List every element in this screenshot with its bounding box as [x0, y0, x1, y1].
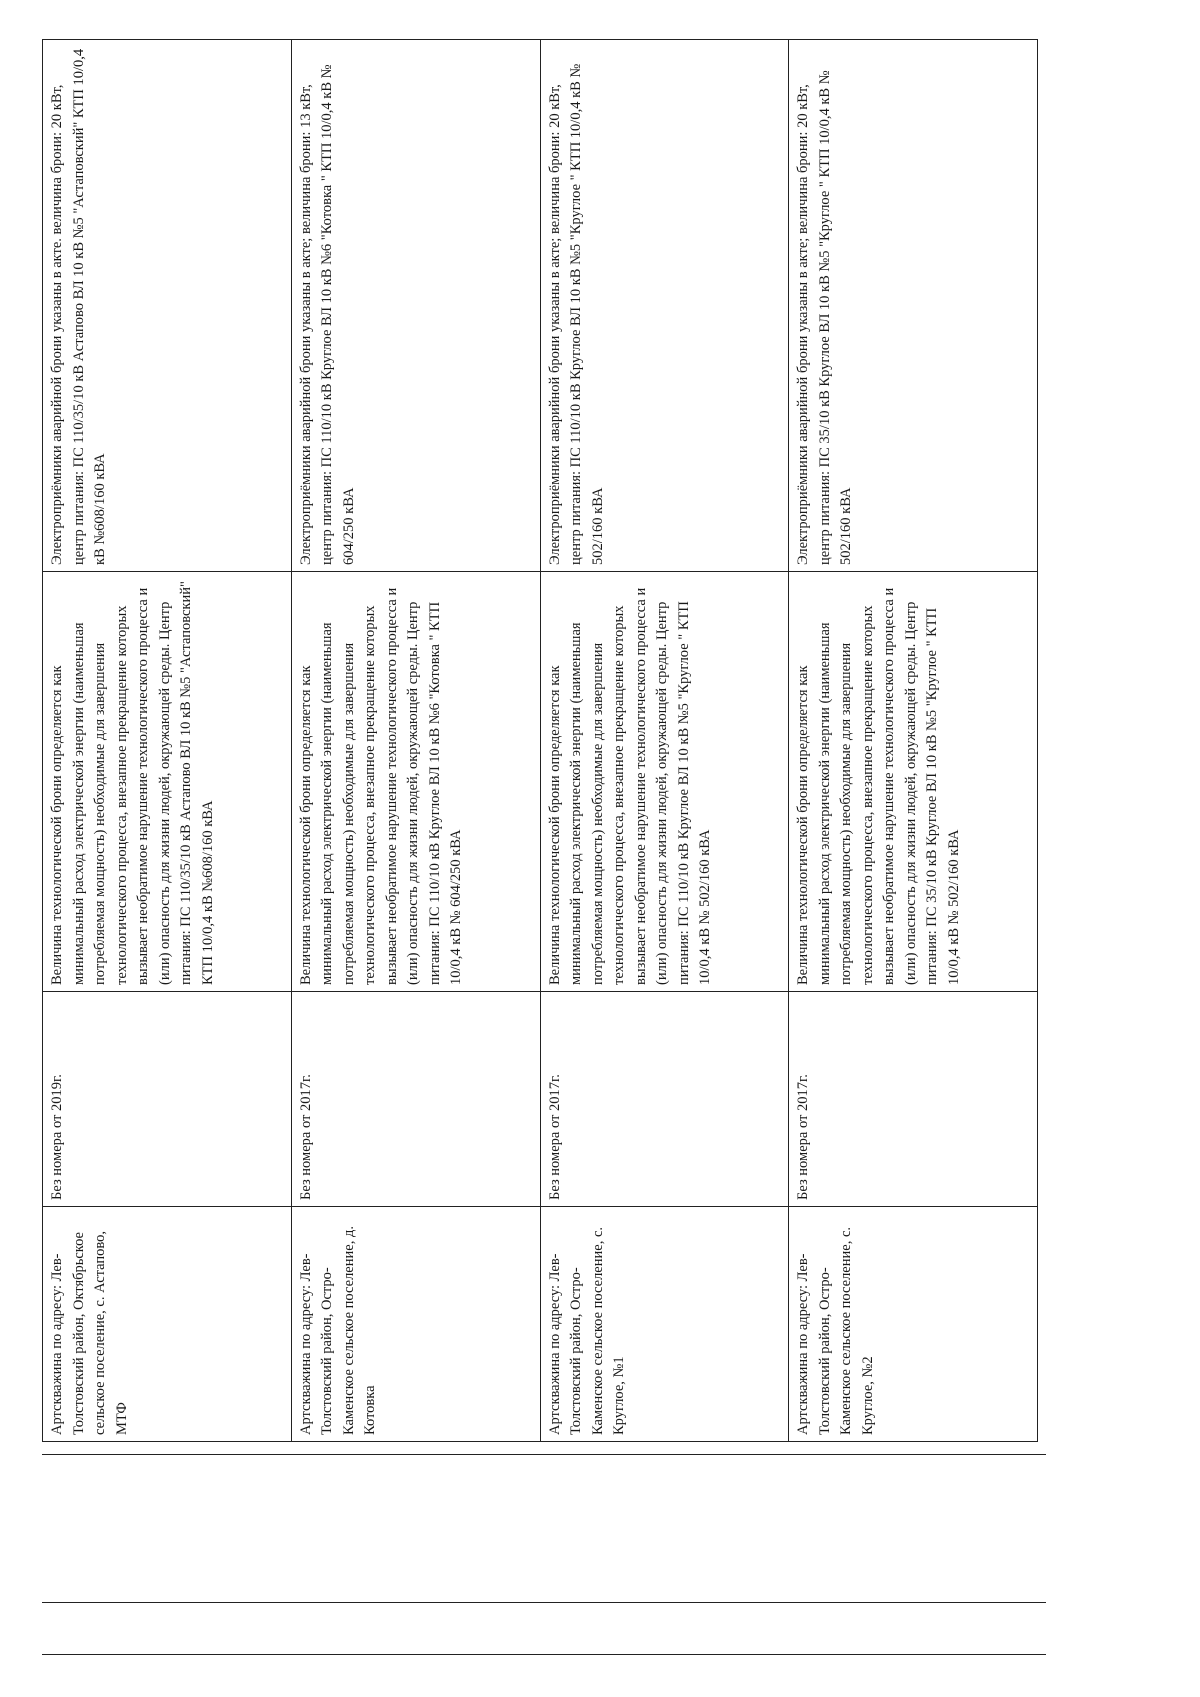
- form-rule-line: [42, 1602, 1046, 1603]
- cell-act: Без номера от 2017г.: [789, 992, 1038, 1207]
- cell-object: Артскважина по адресу: Лев-Толстовский район, Остро-Каменское сельское поселение, с. Круглое, №2: [789, 1207, 1038, 1442]
- cell-emergency-reserve: Электроприёмники аварийной брони указаны в акте; величина брони: 20 кВт, центр питания: ПС 110/10 кВ Круглое ВЛ 10 кВ №5 "Круглое " КТП 10/0,4 кВ № 502/160 кВА: [540, 40, 789, 572]
- cell-object: Артскважина по адресу: Лев-Толстовский район, Остро-Каменское сельское поселение, д. Котовка: [291, 1207, 540, 1442]
- form-rule-line: [42, 1454, 1046, 1455]
- cell-act: Без номера от 2017г.: [540, 992, 789, 1207]
- rotated-table-container: [42, 40, 1038, 1442]
- cell-emergency-reserve: Электроприёмники аварийной брони указаны в акте; величина брони: 13 кВт, центр питания: ПС 110/10 кВ Круглое ВЛ 10 кВ №6 "Котовка " КТП 10/0,4 кВ № 604/250 кВА: [291, 40, 540, 572]
- cell-tech-reserve: Величина технологической брони определяется как минимальный расход электрической энергии (наименьшая потребляемая мощность) необходимые для завершения технологического процесса, внезапное прекращение которых вызывает необратимое нарушение технологического процесса и (или) опасность для жизни людей, окружающей среды. Центр питания: ПС 35/10 кВ Круглое ВЛ 10 кВ №5 "Круглое " КТП 10/0,4 кВ № 502/160 кВА: [789, 572, 1038, 992]
- cell-act: Без номера от 2019г.: [43, 992, 292, 1207]
- cell-object: Артскважина по адресу: Лев-Толстовский район, Октябрьское сельское поселение, с. Астапово, МТФ: [43, 1207, 292, 1442]
- table-row: [291, 40, 540, 1442]
- cell-tech-reserve: Величина технологической брони определяется как минимальный расход электрической энергии (наименьшая потребляемая мощность) необходимые для завершения технологического процесса, внезапное прекращение которых вызывает необратимое нарушение технологического процесса и (или) опасность для жизни людей, окружающей среды. Центр питания: ПС 110/10 кВ Круглое ВЛ 10 кВ №6 "Котовка " КТП 10/0,4 кВ № 604/250 кВА: [291, 572, 540, 992]
- form-rule-line: [42, 1654, 1046, 1655]
- cell-emergency-reserve: Электроприёмники аварийной брони указаны в акте; величина брони: 20 кВт, центр питания: ПС 35/10 кВ Круглое ВЛ 10 кВ №5 "Круглое " КТП 10/0,4 кВ № 502/160 кВА: [789, 40, 1038, 572]
- cell-act: Без номера от 2017г.: [291, 992, 540, 1207]
- cell-tech-reserve: Величина технологической брони определяется как минимальный расход электрической энергии (наименьшая потребляемая мощность) необходимые для завершения технологического процесса, внезапное прекращение которых вызывает необратимое нарушение технологического процесса и (или) опасность для жизни людей, окружающей среды. Центр питания: ПС 110/35/10 кВ Астапово ВЛ 10 кВ №5 "Астаповский" КТП 10/0,4 кВ №608/160 кВА: [43, 572, 292, 992]
- table-row: [789, 40, 1038, 1442]
- table-row: [43, 40, 292, 1442]
- table-row: [540, 40, 789, 1442]
- cell-tech-reserve: Величина технологической брони определяется как минимальный расход электрической энергии (наименьшая потребляемая мощность) необходимые для завершения технологического процесса, внезапное прекращение которых вызывает необратимое нарушение технологического процесса и (или) опасность для жизни людей, окружающей среды. Центр питания: ПС 110/10 кВ Круглое ВЛ 10 кВ №5 "Круглое " КТП 10/0,4 кВ № 502/160 кВА: [540, 572, 789, 992]
- power-reserve-table: [42, 39, 1038, 1442]
- cell-emergency-reserve: Электроприёмники аварийной брони указаны в акте. величина брони: 20 кВт, центр питания: ПС 110/35/10 кВ Астапово ВЛ 10 кВ №5 "Астаповский" КТП 10/0,4 кВ №608/160 кВА: [43, 40, 292, 572]
- cell-object: Артскважина по адресу: Лев-Толстовский район, Остро-Каменское сельское поселение, с. Круглое, №1: [540, 1207, 789, 1442]
